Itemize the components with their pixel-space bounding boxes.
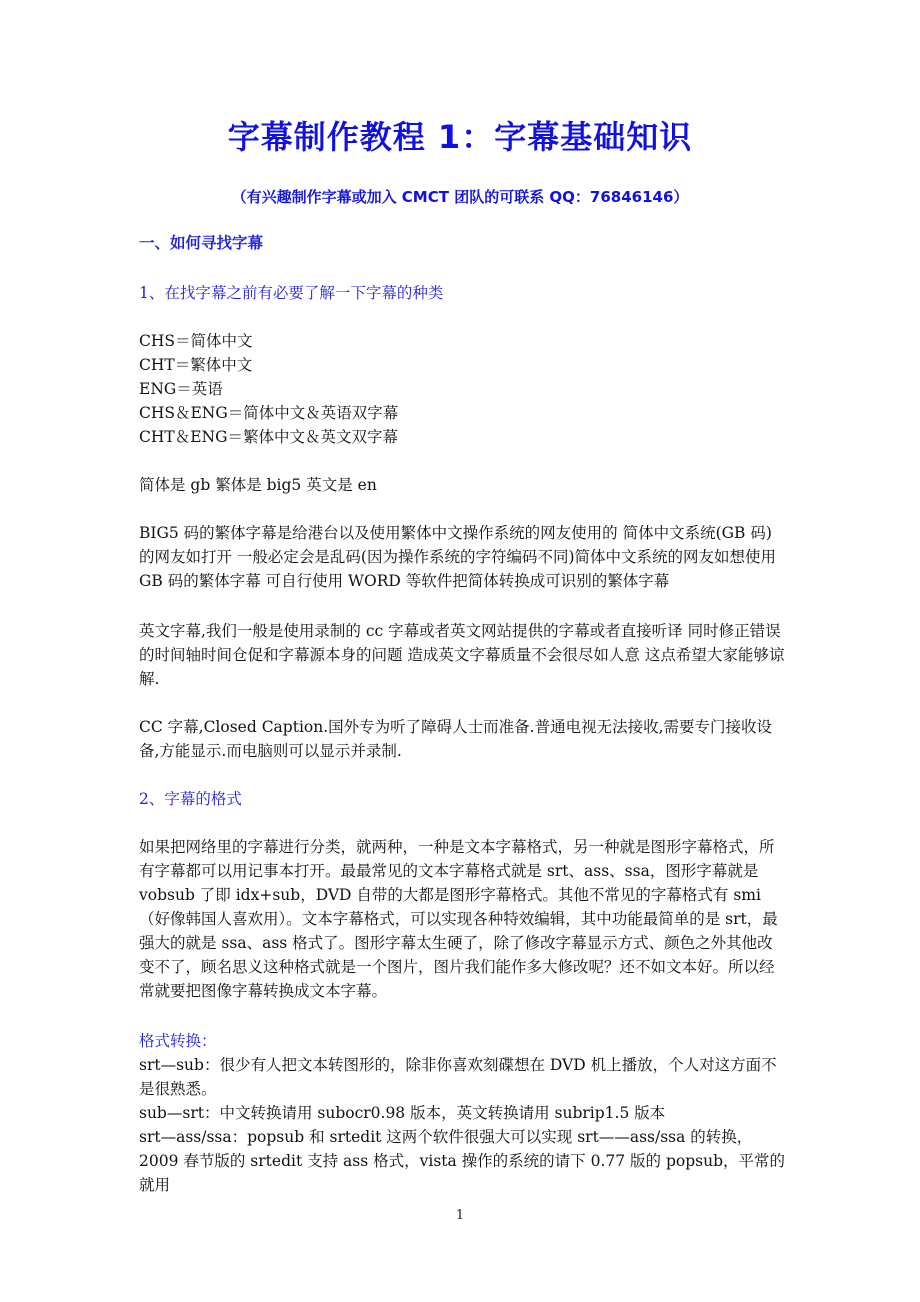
type-item-chs-eng: CHS＆ENG＝简体中文＆英语双字幕	[139, 404, 399, 422]
section-heading-find-subtitles: 一、如何寻找字幕	[139, 233, 264, 252]
subsection-heading-types: 1、在找字幕之前有必要了解一下字幕的种类	[139, 284, 444, 302]
type-item-cht: CHT＝繁体中文	[139, 356, 253, 374]
type-item-cht-eng: CHT＆ENG＝繁体中文＆英文双字幕	[139, 428, 398, 446]
type-item-chs: CHS＝简体中文	[139, 332, 253, 350]
paragraph-big5: BIG5 码的繁体字幕是给港台以及使用繁体中文操作系统的网友使用的 简体中文系统(GB 码)的网友如打开 一般必定会是乱码(因为操作系统的字符编码不同)简体中文系统的网友如想使用 GB 码的繁体字幕 可自行使用 WORD 等软件把简体转换成可识别的繁体字幕	[139, 524, 777, 590]
encoding-line: 简体是 gb 繁体是 big5 英文是 en	[139, 476, 377, 494]
contact-subtitle: （有兴趣制作字幕或加入 CMCT 团队的可联系 QQ：76846146）	[231, 188, 689, 206]
subsection-heading-formats: 2、字幕的格式	[139, 790, 242, 808]
paragraph-english-subtitles: 英文字幕,我们一般是使用录制的 cc 字幕或者英文网站提供的字幕或者直接听译 同时修正错误的时间轴时间仓促和字幕源本身的问题 造成英文字幕质量不会很尽如人意 这点希望大家能够谅解.	[139, 622, 785, 688]
document-title: 字幕制作教程 1：字幕基础知识	[227, 118, 693, 156]
conversion-sub-srt: sub—srt：中文转换请用 subocr0.98 版本，英文转换请用 subrip1.5 版本	[139, 1104, 666, 1122]
conversion-heading: 格式转换：	[139, 1032, 217, 1050]
conversion-srt-ass: srt—ass/ssa：popsub 和 srtedit 这两个软件很强大可以实现 srt——ass/ssa 的转换，2009 春节版的 srtedit 支持 ass 格式，vista 操作的系统的请下 0.77 版的 popsub，平常的就用	[139, 1128, 785, 1194]
type-item-eng: ENG＝英语	[139, 380, 223, 398]
page-number: 1	[455, 1208, 465, 1223]
paragraph-closed-caption: CC 字幕,Closed Caption.国外专为听了障碍人士而准备.普通电视无法接收,需要专门接收设备,方能显示.而电脑则可以显示并录制.	[139, 718, 773, 760]
paragraph-formats: 如果把网络里的字幕进行分类，就两种，一种是文本字幕格式，另一种就是图形字幕格式，所有字幕都可以用记事本打开。最最常见的文本字幕格式就是 srt、ass、ssa，图形字幕就是 vobsub 了即 idx+sub，DVD 自带的大都是图形字幕格式。其他不常见的字幕格式有 smi（好像韩国人喜欢用）。文本字幕格式，可以实现各种特效编辑，其中功能最简单的是 srt，最强大的就是 ssa、ass 格式了。图形字幕太生硬了，除了修改字幕显示方式、颜色之外其他改变不了，顾名思义这种格式就是一个图片，图片我们能作多大修改呢？还不如文本好。所以经常就要把图像字幕转换成文本字幕。	[139, 838, 778, 1000]
conversion-srt-sub: srt—sub：很少有人把文本转图形的，除非你喜欢刻碟想在 DVD 机上播放，个人对这方面不是很熟悉。	[139, 1056, 777, 1098]
